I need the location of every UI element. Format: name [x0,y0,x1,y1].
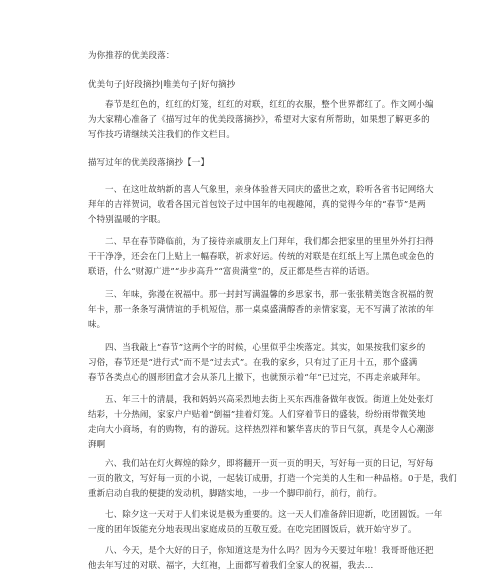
para-6-line-1: 六、我们站在灯火辉煌的除夕，即将翻开一页一页的明天，写好每一页的日记，写好每 [105,459,434,469]
para-5-line-3: 走向大小商场，有的购物，有的游玩。这样热烈祥和繁华喜庆的节日气氛，真是令人心潮澎 [88,425,435,435]
para-6-line-2: 一页的散文，写好每一页的小说，一起装订成册，打造一个完美的人生和一种品格。0于是，我们 [88,474,457,484]
para-4-line-3: 春节各类点心的圆形团盒才会从茶几上撤下，也就预示着“年”已过完，不再走亲戚拜年。 [88,373,426,383]
para-8-line-2: 他去年写过的对联、福字，大红袍，上面都写着我们全家人的祝福，我去... [88,561,374,571]
para-1-line-1: 一、在这吐故纳新的喜人气象里，亲身体验普天同庆的盛世之欢，聆听各省书记网络大 [105,185,434,195]
intro-line-3: 写作技巧请继续关注我们的作文栏目。 [88,130,236,140]
intro-line-2: 为大家精心准备了《描写过年的优美段落摘抄》，希望对大家有所帮助，如果想了解更多的 [88,115,430,125]
para-2-line-1: 二、早在春节降临前，为了接待亲戚朋友上门拜年，我们都会把家里的里里外外打扫得 [105,237,434,247]
para-5-line-1: 五、年三十的清晨，我和妈妈兴高采烈地去街上买东西准备做年夜饭。街道上处处张灯 [105,395,434,405]
para-2-line-3: 联语，什么“财源广进”“步步高升”“富贵满堂”的，反正都是些吉祥的话语。 [88,267,375,277]
nav-links[interactable]: 优美句子|好段摘抄|唯美句子|好句摘抄 [88,80,236,90]
para-1-line-3: 个特别温暖的字眼。 [88,215,166,225]
para-3-line-3: 味。 [88,320,106,330]
para-6-line-3: 重新启动自我的便捷的发动机，脚踏实地，一步一个脚印前行，前行，前行。 [88,489,383,499]
para-3-line-1: 三、年味，弥漫在祝福中。那一封封写满温馨的乡思家书，那一张张精美饱含祝福的贺 [105,290,434,300]
para-3-line-2: 年卡，那一条条写满情谊的手机短信，那一桌桌盛满醇香的亲情家宴，无不写满了浓浓的年 [88,305,435,315]
para-7-line-2: 一度的团年饭能充分地表现出家庭成员的互敬互爱。在吃完团圆饭后，就开始守岁了。 [88,525,417,535]
para-4-line-1: 四、当我敲上“春节”这两个字的时候，心里似乎尘埃落定。其实，如果按我们家乡的 [105,343,426,353]
para-2-line-2: 干干净净，还会在门上贴上一幅春联，祈求好运。传统的对联是在红纸上写上黑色或金色的 [88,252,435,262]
intro-label: 为你推荐的优美段落： [88,51,175,61]
para-8-line-1: 八、今天，是个大好的日子，你知道这是为什么吗？因为今天要过年啦！我哥哥他还把 [105,546,434,556]
para-4-line-2: 习俗，春节还是“进行式”而不是“过去式”。在我的家乡，只有过了正月十五，那个盛满 [88,358,418,368]
para-7-line-1: 七、除夕这一天对于人们来说是极为重要的。这一天人们准备辞旧迎新，吃团圆饭。一年 [105,510,443,520]
section-title: 描写过年的优美段落摘抄【一】 [88,158,210,168]
para-5-line-2: 结彩，十分热闹，家家户户贴着“倒福”挂着灯笼。人们穿着节日的盛装，纷纷雨带微笑地 [88,410,426,420]
para-5-line-4: 湃啊 [88,440,106,450]
para-1-line-2: 拜年的吉祥贺词，收看各国元首包饺子过中国年的电视趣闻，真的觉得今年的“春节”是两 [88,200,426,210]
intro-line-1: 春节是红色的，红红的灯笼，红红的对联，红红的衣服，整个世界都红了。作文网小编 [105,100,434,110]
